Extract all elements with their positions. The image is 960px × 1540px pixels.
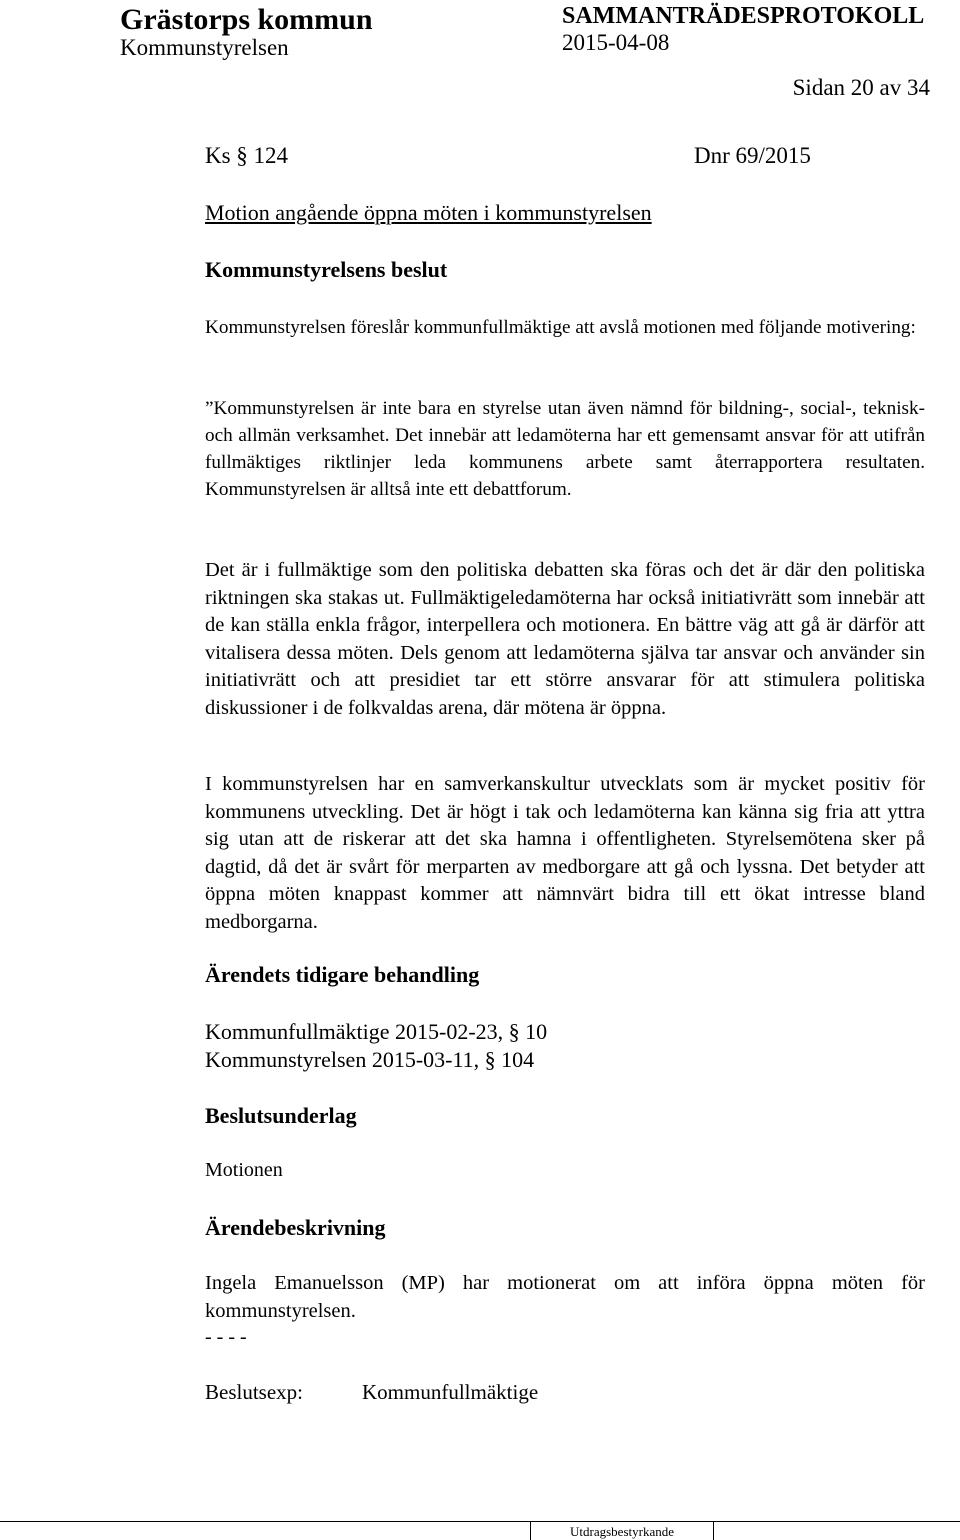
page-number: Sidan 20 av 34 bbox=[792, 75, 930, 100]
decision-heading: Kommunstyrelsens beslut bbox=[205, 257, 448, 282]
history-item: Kommunfullmäktige 2015-02-23, § 10 bbox=[205, 1019, 548, 1044]
unit-name: Kommunstyrelsen bbox=[120, 35, 289, 60]
basis-heading: Beslutsunderlag bbox=[205, 1103, 357, 1128]
case-dnr: Dnr 69/2015 bbox=[694, 143, 811, 168]
case-title: Motion angående öppna möten i kommunstyrelsen bbox=[205, 200, 652, 225]
description-heading: Ärendebeskrivning bbox=[205, 1215, 386, 1240]
decision-paragraph-3: I kommunstyrelsen har en samverkanskultur utvecklats som är mycket positiv för kommunens utveckling. Det är högt i tak och ledamöterna kan känna sig fria att yttra sig utan att de riskerar att det ska hamna i offentligheten. Styrelsemötena sker på dagtid, då det är svårt för merparten av medborgare att gå och lyssna. Det betyder att öppna möten knappast kommer att nämnvärt bidra till ett ökat intresse bland medborgarna. bbox=[205, 773, 925, 933]
protocol-date: 2015-04-08 bbox=[562, 30, 670, 55]
history-heading: Ärendets tidigare behandling bbox=[205, 962, 480, 987]
case-id: Ks § 124 bbox=[205, 143, 289, 168]
description-text: Ingela Emanuelsson (MP) har motionerat om att införa öppna möten för kommunstyrelsen. bbox=[205, 1272, 925, 1322]
protocol-title: SAMMANTRÄDESPROTOKOLL bbox=[562, 3, 925, 29]
decision-quote: ”Kommunstyrelsen är inte bara en styrelse utan även nämnd för bildning-, social-, teknisk- och allmän verksamhet. Det innebär att ledamöterna har ett gemensamt ansvar för att utifrån fullmäktiges riktlinjer leda kommunens arbete samt återrapportera resultaten. Kommunstyrelsen är alltså inte ett debattforum. bbox=[205, 398, 925, 500]
separator-text: - - - - bbox=[205, 1326, 247, 1348]
basis-text: Motionen bbox=[205, 1159, 283, 1181]
history-item: Kommunstyrelsen 2015-03-11, § 104 bbox=[205, 1047, 535, 1072]
organization-name: Grästorps kommun bbox=[120, 3, 373, 36]
dispatch-value: Kommunfullmäktige bbox=[362, 1380, 539, 1404]
footer-label: Utdragsbestyrkande bbox=[570, 1524, 674, 1539]
decision-paragraph-2: Det är i fullmäktige som den politiska debatten ska föras och det är där den politiska riktningen ska stakas ut. Fullmäktigeledamöterna har också initiativrätt som innebär att de kan ställa enkla frågor, interpellera och motionera. En bättre väg att gå är därför att vitalisera dessa möten. Dels genom att ledamöterna själva tar ansvar och använder sin initiativrätt och att presidiet tar ett större ansvarar för att stimulera politiska diskussioner i de folkvaldas arena, där mötena är öppna. bbox=[205, 559, 925, 719]
decision-intro: Kommunstyrelsen föreslår kommunfullmäktige att avslå motionen med följande motivering: bbox=[205, 317, 916, 338]
dispatch-label: Beslutsexp: bbox=[205, 1380, 303, 1404]
footer-divider bbox=[0, 1521, 960, 1522]
